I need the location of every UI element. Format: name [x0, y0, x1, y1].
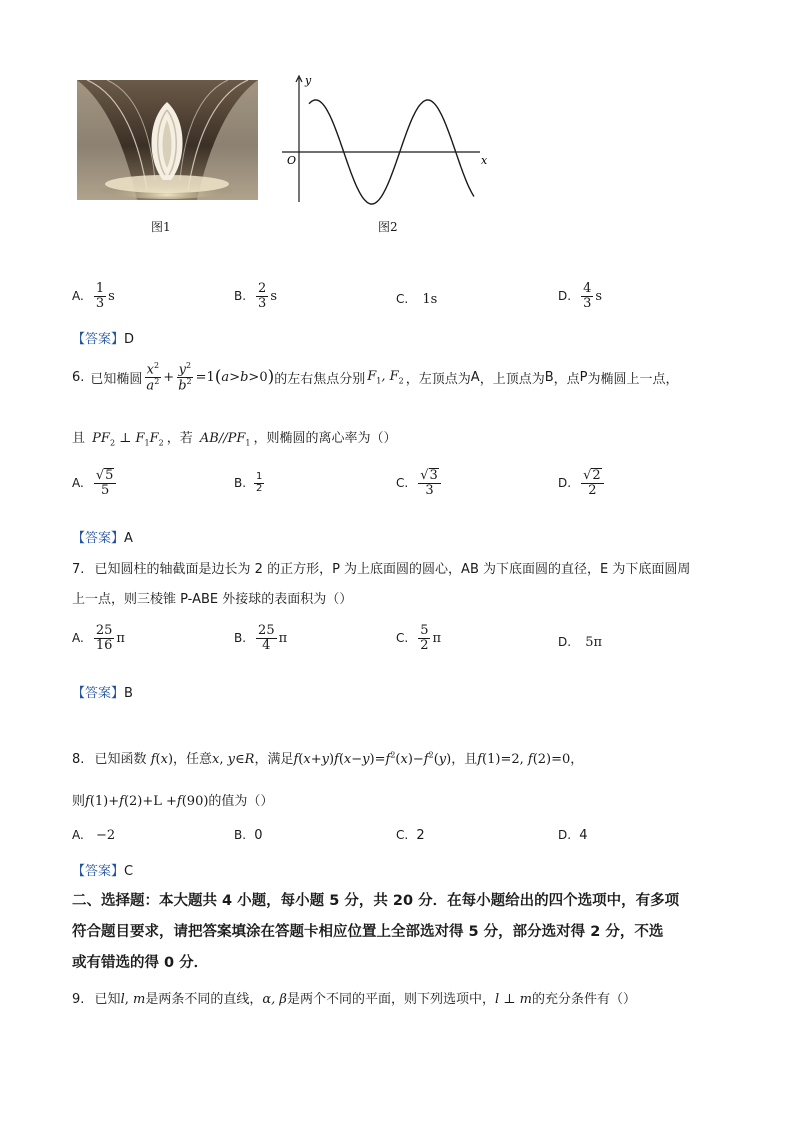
q7-option-a[interactable]: A. $\frac{25}{16}$ π	[72, 623, 125, 653]
q5-option-c[interactable]: C. 1s	[396, 292, 438, 307]
q6-option-b[interactable]: B. $\frac{1}{2}$	[234, 471, 263, 494]
fraction: $\frac{25}{16}$	[95, 623, 113, 653]
q6-option-a[interactable]: A. √ 5 5	[72, 468, 118, 497]
q8-line-2: 则f(1)+f(2)+L +f(90)的值为（）	[72, 794, 274, 809]
q8-option-c[interactable]: C. 2	[396, 828, 425, 843]
q7-line-1: 7. 已知圆柱的轴截面是边长为 2 的正方形，P 为上底面圆的圆心，AB 为下底面圆的直径，E 为下底面圆周	[72, 562, 691, 577]
q8-option-a[interactable]: A. −2	[72, 828, 116, 843]
x-axis-label: x	[481, 154, 488, 167]
q8-answer: 【答案】C	[72, 864, 134, 879]
q6-option-d[interactable]: D. √ 2 2	[558, 468, 606, 497]
q5-option-b[interactable]: B. $\frac{2}{3}$ s	[234, 281, 277, 311]
figure-2-sine-graph	[282, 72, 490, 206]
q7-line-2: 上一点，则三棱锥 P-ABE 外接球的表面积为（）	[72, 592, 353, 607]
q6-line-2: 且 $PF_2$ ⊥ $F_1F_2$ ，若 $AB//PF_1$ ，则椭圆的离心率为（）	[72, 431, 397, 448]
figure-1-photo	[77, 80, 258, 200]
origin-label: O	[287, 154, 297, 167]
q8-line-1: 8. 已知函数 f(x)，任意x, y∈R，满足$f(x+y)f(x-y)=f^2(x)-f^2(y)$，且f(1)=2, f(2)=0，	[72, 750, 584, 767]
fraction: $\frac{1}{2}$	[256, 471, 263, 494]
q6-option-c[interactable]: C. √ 3 3	[396, 468, 443, 497]
sculpture-photo-image	[77, 80, 258, 200]
q7-answer: 【答案】B	[72, 686, 133, 701]
section-2-heading-line-1: 二、选择题：本大题共 4 小题，每小题 5 分，共 20 分．在每小题给出的四个选项中，有多项	[72, 893, 680, 909]
fraction: $\frac{5}{2}$	[420, 623, 429, 653]
ellipse-y-fraction: $\frac{y^2}{b^2}$	[178, 361, 192, 394]
figure-1-caption: 图1	[151, 220, 171, 234]
section-2-heading-line-3: 或有错选的得 0 分．	[72, 955, 209, 971]
q5-option-a[interactable]: A. $\frac{1}{3}$ s	[72, 281, 115, 311]
q9-line-1: 9. 已知l, m是两条不同的直线，α, β是两个不同的平面，则下列选项中，l ⊥ m的充分条件有（）	[72, 992, 636, 1007]
fraction: $\frac{1}{3}$	[95, 281, 105, 311]
q7-option-c[interactable]: C. $\frac{5}{2}$ π	[396, 623, 442, 653]
q6-line-1: 6. 已知椭圆 $\frac{x^2}{a^2}$ + $\frac{y^2}{b^2}$ =1 ( a > b >0 ) 的左右焦点分别 $F_1$, $F_2$ ，左顶点为 A ，上顶点为 B ，点 P 为椭圆上一点，	[72, 361, 679, 394]
q7-option-b[interactable]: B. $\frac{25}{4}$ π	[234, 623, 288, 653]
fraction: $\frac{4}{3}$	[583, 281, 592, 311]
q5-option-d[interactable]: D. $\frac{4}{3}$ s	[558, 281, 603, 311]
fraction: √ 2 2	[581, 468, 604, 497]
figure-2-caption: 图2	[378, 220, 398, 234]
q5-answer: 【答案】D	[72, 332, 135, 347]
q6-answer: 【答案】A	[72, 531, 133, 546]
y-axis-label: y	[305, 74, 312, 87]
section-2-heading-line-2: 符合题目要求，请把答案填涂在答题卡相应位置上全部选对得 5 分，部分选对得 2 分，不选	[72, 924, 664, 940]
q8-option-d[interactable]: D. 4	[558, 828, 588, 843]
ellipse-x-fraction: $\frac{x^2}{a^2}$	[146, 361, 160, 394]
q8-option-b[interactable]: B. 0	[234, 828, 263, 843]
q7-option-d[interactable]: D. 5π	[558, 635, 603, 650]
fraction: √ 5 5	[94, 468, 117, 497]
fraction: $\frac{2}{3}$	[258, 281, 267, 311]
fraction: √ 3 3	[418, 468, 441, 497]
fraction: $\frac{25}{4}$	[258, 623, 275, 653]
